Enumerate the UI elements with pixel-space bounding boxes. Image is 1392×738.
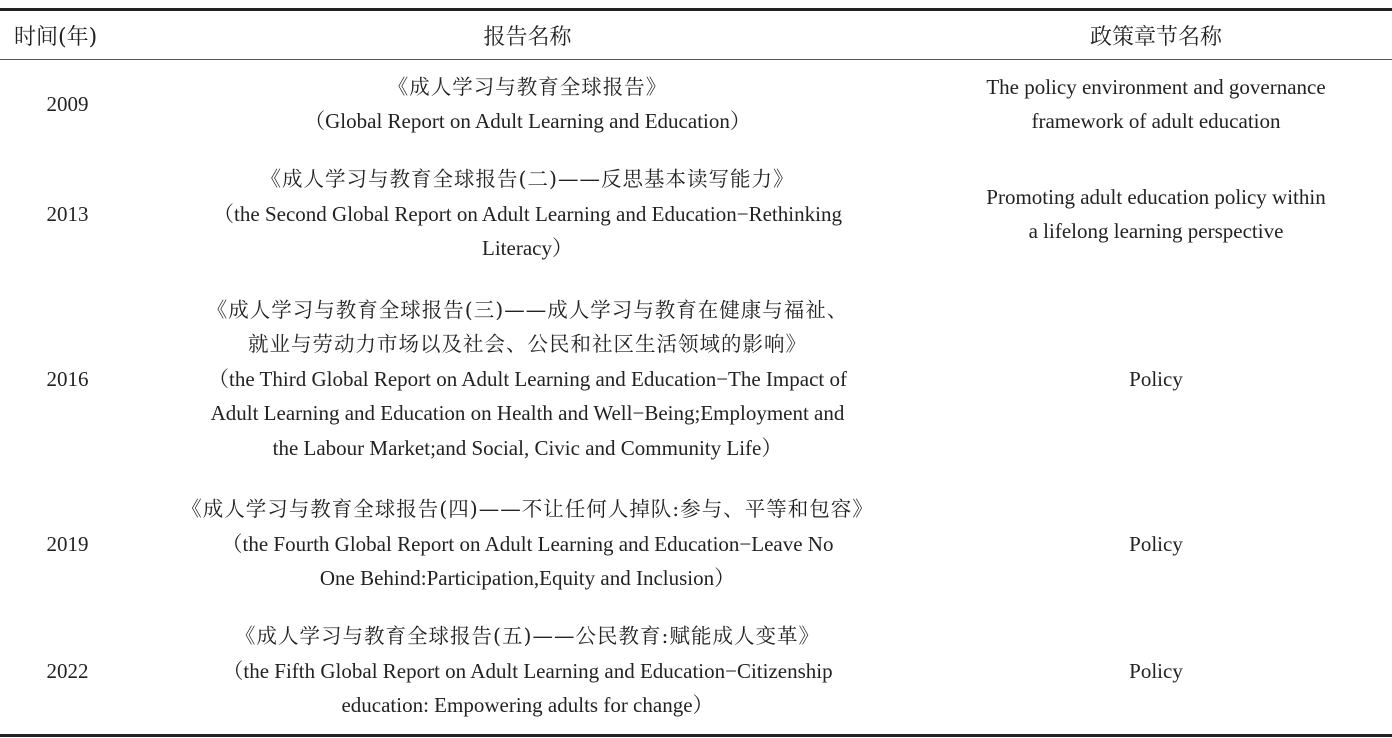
report-name-cell (135, 59, 920, 149)
year: 2016 (46, 366, 89, 391)
chapter-name-cell (920, 279, 1392, 479)
table-row (0, 279, 1392, 479)
report-title-en-line: （the Second Global Report on Adult Learning and Education−Rethinking (213, 201, 842, 226)
report-name-cell (135, 149, 920, 279)
table-row (0, 59, 1392, 149)
year-cell (0, 609, 135, 733)
report-title-en-line: education: Empowering adults for change） (341, 693, 714, 718)
report-title-zh-line: 就业与劳动力市场以及社会、公民和社区生活领域的影响》 (248, 332, 807, 357)
chapter-name-line: Policy (1129, 366, 1183, 391)
report-title-en-line: the Labour Market;and Social, Civic and Community Life） (272, 435, 783, 460)
chapter-name-line: Policy (1129, 531, 1183, 556)
header-chapter-name: 政策章节名称 (1089, 24, 1222, 50)
table-row (0, 609, 1392, 733)
report-title-zh-line: 《成人学习与教育全球报告(二)——反思基本读写能力》 (260, 167, 795, 192)
report-title-zh-line: 《成人学习与教育全球报告(四)——不让任何人掉队:参与、平等和包容》 (181, 497, 874, 522)
chapter-name-line: Policy (1129, 658, 1183, 683)
chapter-name-line: a lifelong learning perspective (1028, 219, 1284, 243)
header-report-name: 报告名称 (483, 24, 572, 50)
report-name-cell (135, 279, 920, 479)
reports-table (0, 11, 1392, 733)
year-cell (0, 149, 135, 279)
bottom-rule (0, 734, 1392, 737)
chapter-name-cell (920, 479, 1392, 609)
year: 2009 (46, 91, 89, 116)
year: 2013 (46, 201, 89, 226)
report-title-en-line: Literacy） (482, 236, 573, 261)
report-name-cell (135, 609, 920, 733)
report-title-en-line: （the Third Global Report on Adult Learning and Education−The Impact of (208, 366, 847, 391)
report-title-en-line: （Global Report on Adult Learning and Education） (304, 109, 751, 133)
chapter-name-cell (920, 59, 1392, 149)
chapter-name-line: Promoting adult education policy within (986, 184, 1326, 209)
year: 2019 (46, 531, 89, 556)
report-title-zh-line: 《成人学习与教育全球报告》 (387, 74, 668, 99)
report-name-cell (135, 479, 920, 609)
year-cell (0, 279, 135, 479)
report-title-en-line: （the Fourth Global Report on Adult Learning and Education−Leave No (221, 531, 834, 556)
report-title-zh-line: 《成人学习与教育全球报告(三)——成人学习与教育在健康与福祉、 (206, 297, 849, 322)
year: 2022 (46, 658, 89, 683)
header-year: 时间(年) (14, 24, 98, 50)
report-title-en-line: One Behind:Participation,Equity and Inclusion） (319, 566, 736, 591)
chapter-name-cell (920, 149, 1392, 279)
table-row (0, 479, 1392, 609)
year-cell (0, 59, 135, 149)
header-row (0, 11, 1392, 59)
chapter-name-line: framework of adult education (1031, 109, 1281, 133)
chapter-name-line: The policy environment and governance (986, 74, 1326, 99)
report-title-zh-line: 《成人学习与教育全球报告(五)——公民教育:赋能成人变革》 (235, 624, 820, 649)
year-cell (0, 479, 135, 609)
chapter-name-cell (920, 609, 1392, 733)
report-title-en-line: （the Fifth Global Report on Adult Learning and Education−Citizenship (222, 658, 833, 683)
report-title-en-line: Adult Learning and Education on Health and Well−Being;Employment and (210, 401, 845, 426)
table-row (0, 149, 1392, 279)
